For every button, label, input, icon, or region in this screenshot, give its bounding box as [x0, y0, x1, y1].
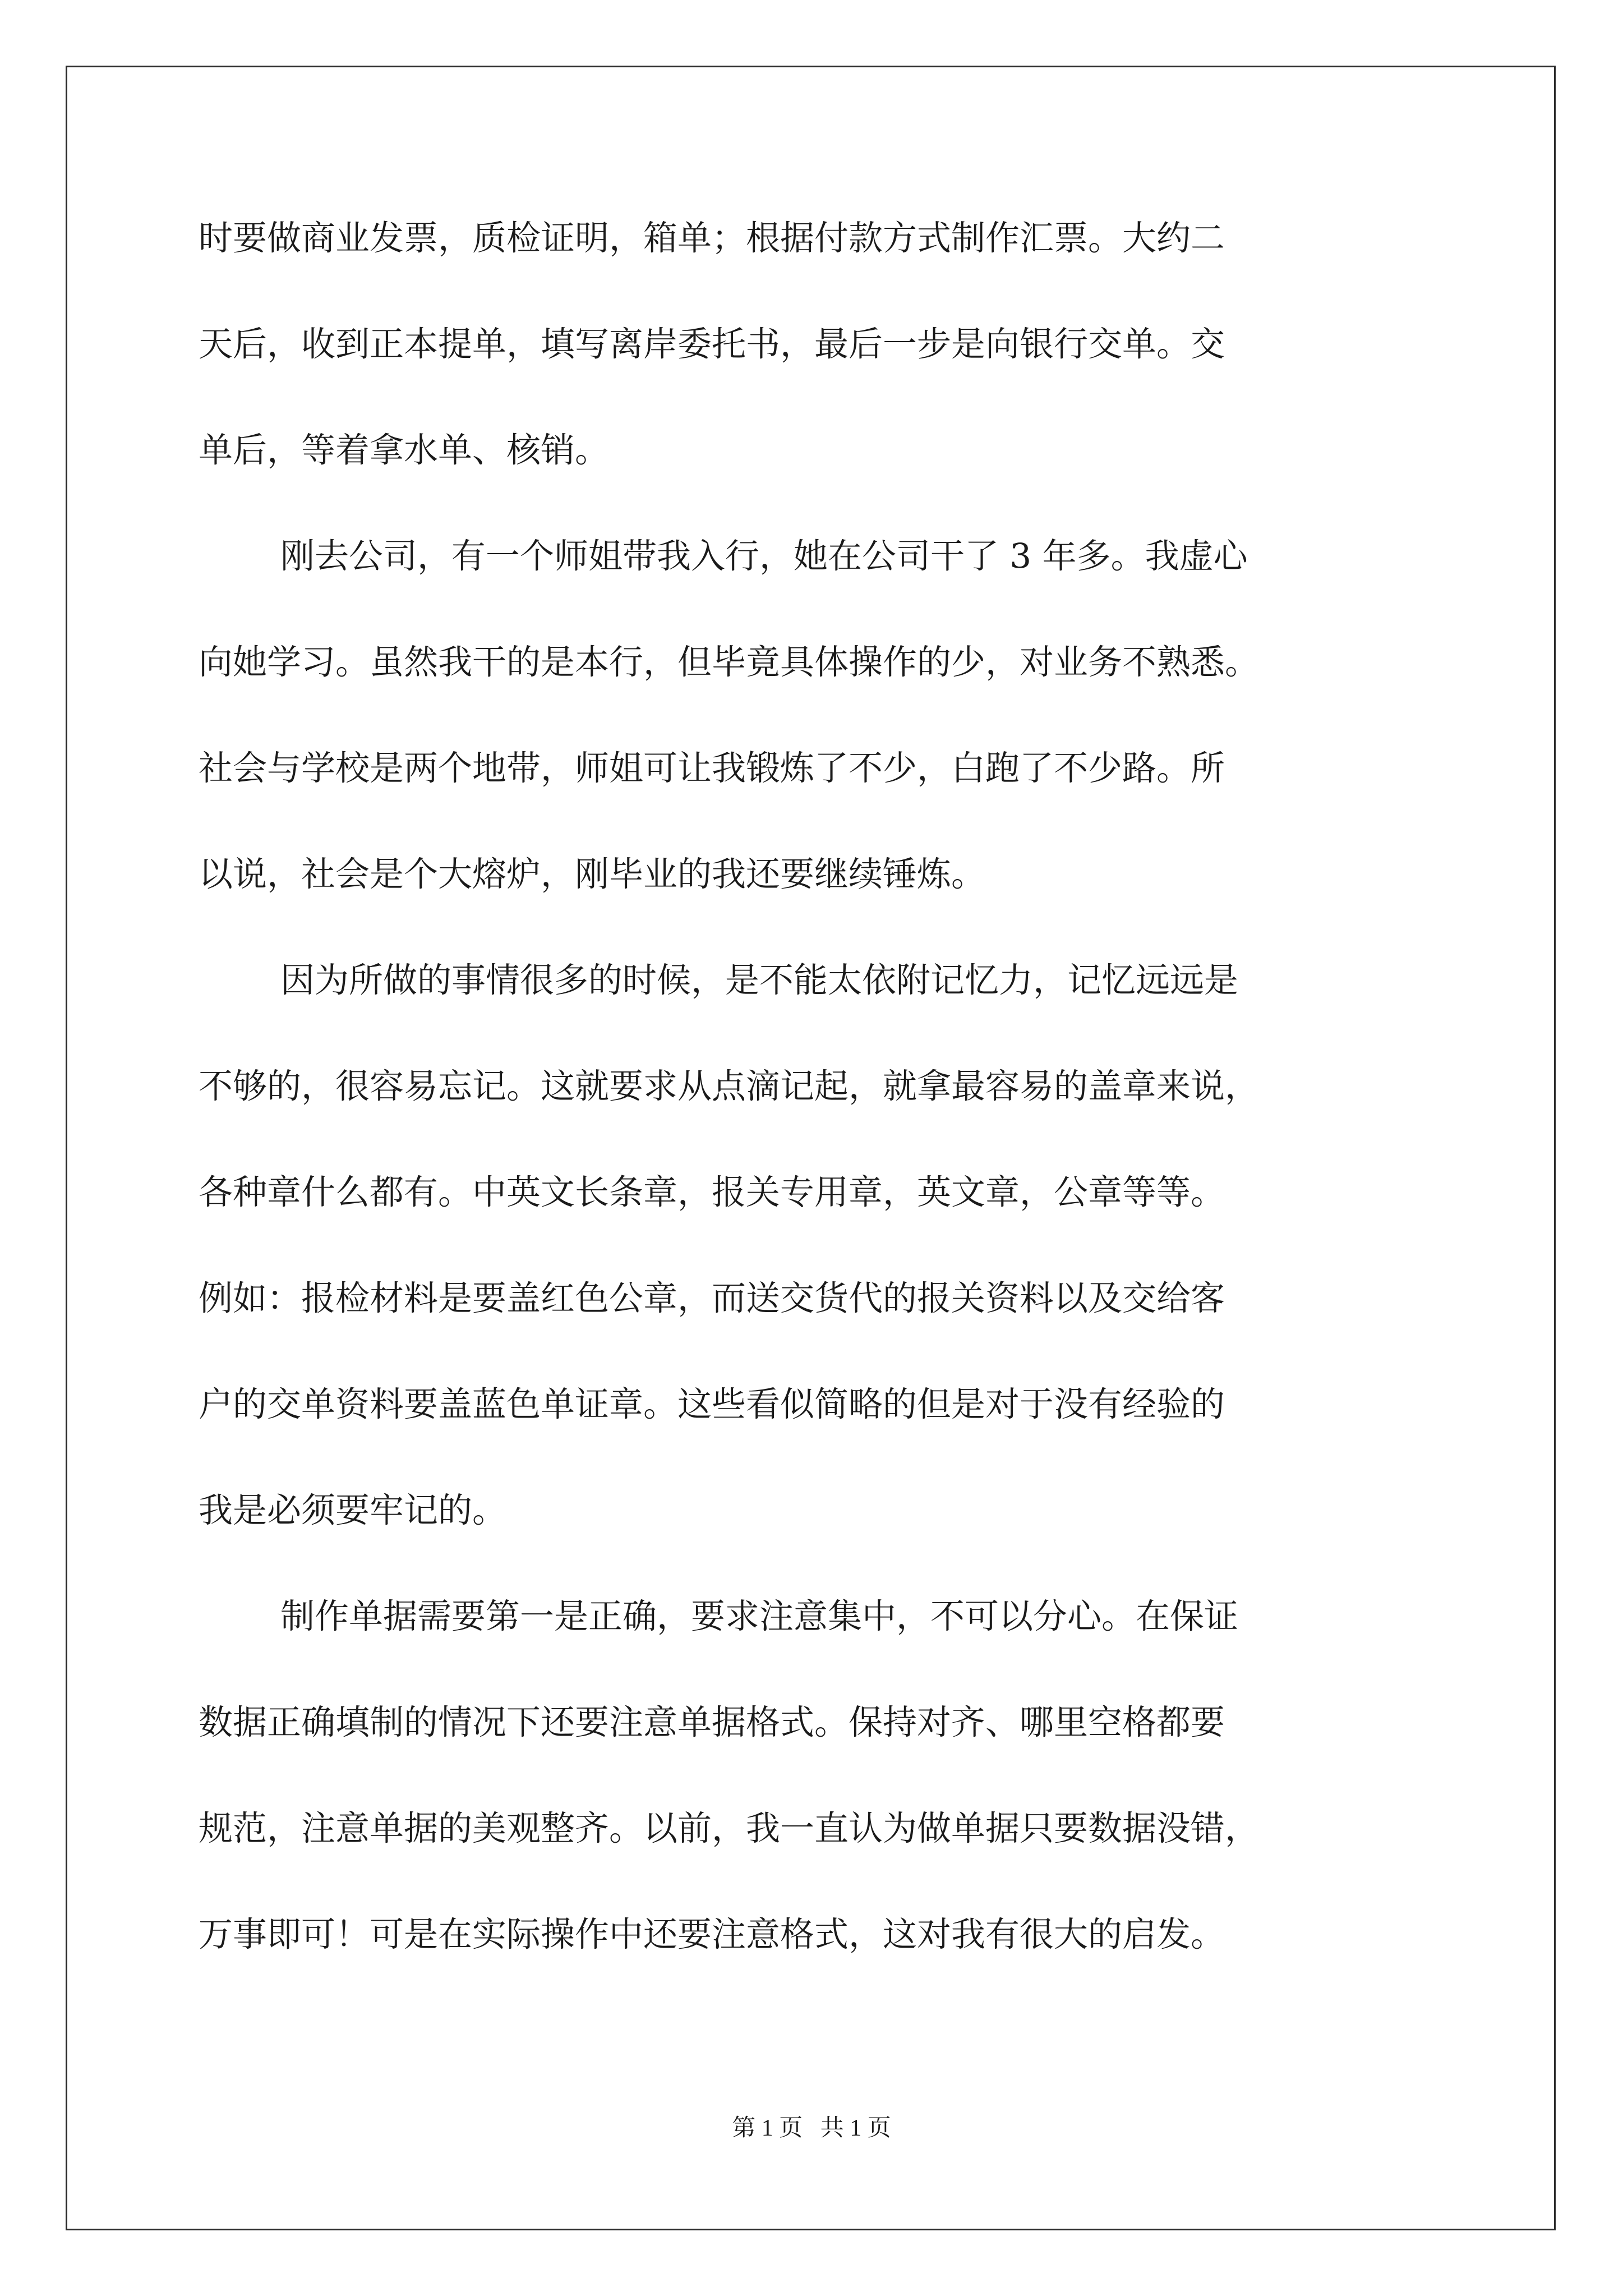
text-line: 各种章什么都有。中英文长条章，报关专用章，英文章，公章等等。	[199, 1172, 1225, 1212]
text-line: 规范，注意单据的美观整齐。以前，我一直认为做单据只要数据没错，	[199, 1809, 1260, 1848]
paragraph-4	[199, 1596, 1466, 2024]
text-line: 不够的，很容易忘记。这就要求从点滴记起，就拿最容易的盖章来说，	[199, 1066, 1260, 1106]
text-line: 社会与学校是两个地带，师姐可让我锻炼了不少，白跑了不少路。所	[199, 748, 1225, 788]
text-line: 单后，等着拿水单、核销。	[199, 430, 610, 470]
text-line: 数据正确填制的情况下还要注意单据格式。保持对齐、哪里空格都要	[199, 1703, 1225, 1742]
text-line: 天后，收到正本提单，填写离岸委托书，最后一步是向银行交单。交	[199, 324, 1225, 364]
text-line: 以说，社会是个大熔炉，刚毕业的我还要继续锤炼。	[199, 854, 986, 894]
text-line: 向她学习。虽然我干的是本行，但毕竟具体操作的少，对业务不熟悉。	[199, 642, 1260, 682]
text-line: 因为所做的事情很多的时候，是不能太依附记忆力，记忆远远是	[280, 960, 1239, 1000]
text-line: 户的交单资料要盖蓝色单证章。这些看似简略的但是对于没有经验的	[199, 1384, 1225, 1424]
document-body	[199, 218, 1466, 2024]
text-line: 例如：报检材料是要盖红色公章，而送交货代的报关资料以及交给客	[199, 1278, 1225, 1318]
text-line: 刚去公司，有一个师姐带我入行，她在公司干了 3 年多。我虚心	[280, 536, 1248, 576]
paragraph-3	[199, 960, 1466, 1600]
text-line: 时要做商业发票，质检证明，箱单；根据付款方式制作汇票。大约二	[199, 218, 1225, 258]
text-line: 制作单据需要第一是正确，要求注意集中，不可以分心。在保证	[280, 1596, 1239, 1636]
page-footer: 第 1 页 共 1 页	[732, 2115, 891, 2141]
paragraph-1	[199, 218, 1466, 540]
text-line: 我是必须要牢记的。	[199, 1490, 507, 1530]
text-line: 万事即可！可是在实际操作中还要注意格式，这对我有很大的启发。	[199, 1915, 1225, 1954]
paragraph-2	[199, 536, 1466, 964]
